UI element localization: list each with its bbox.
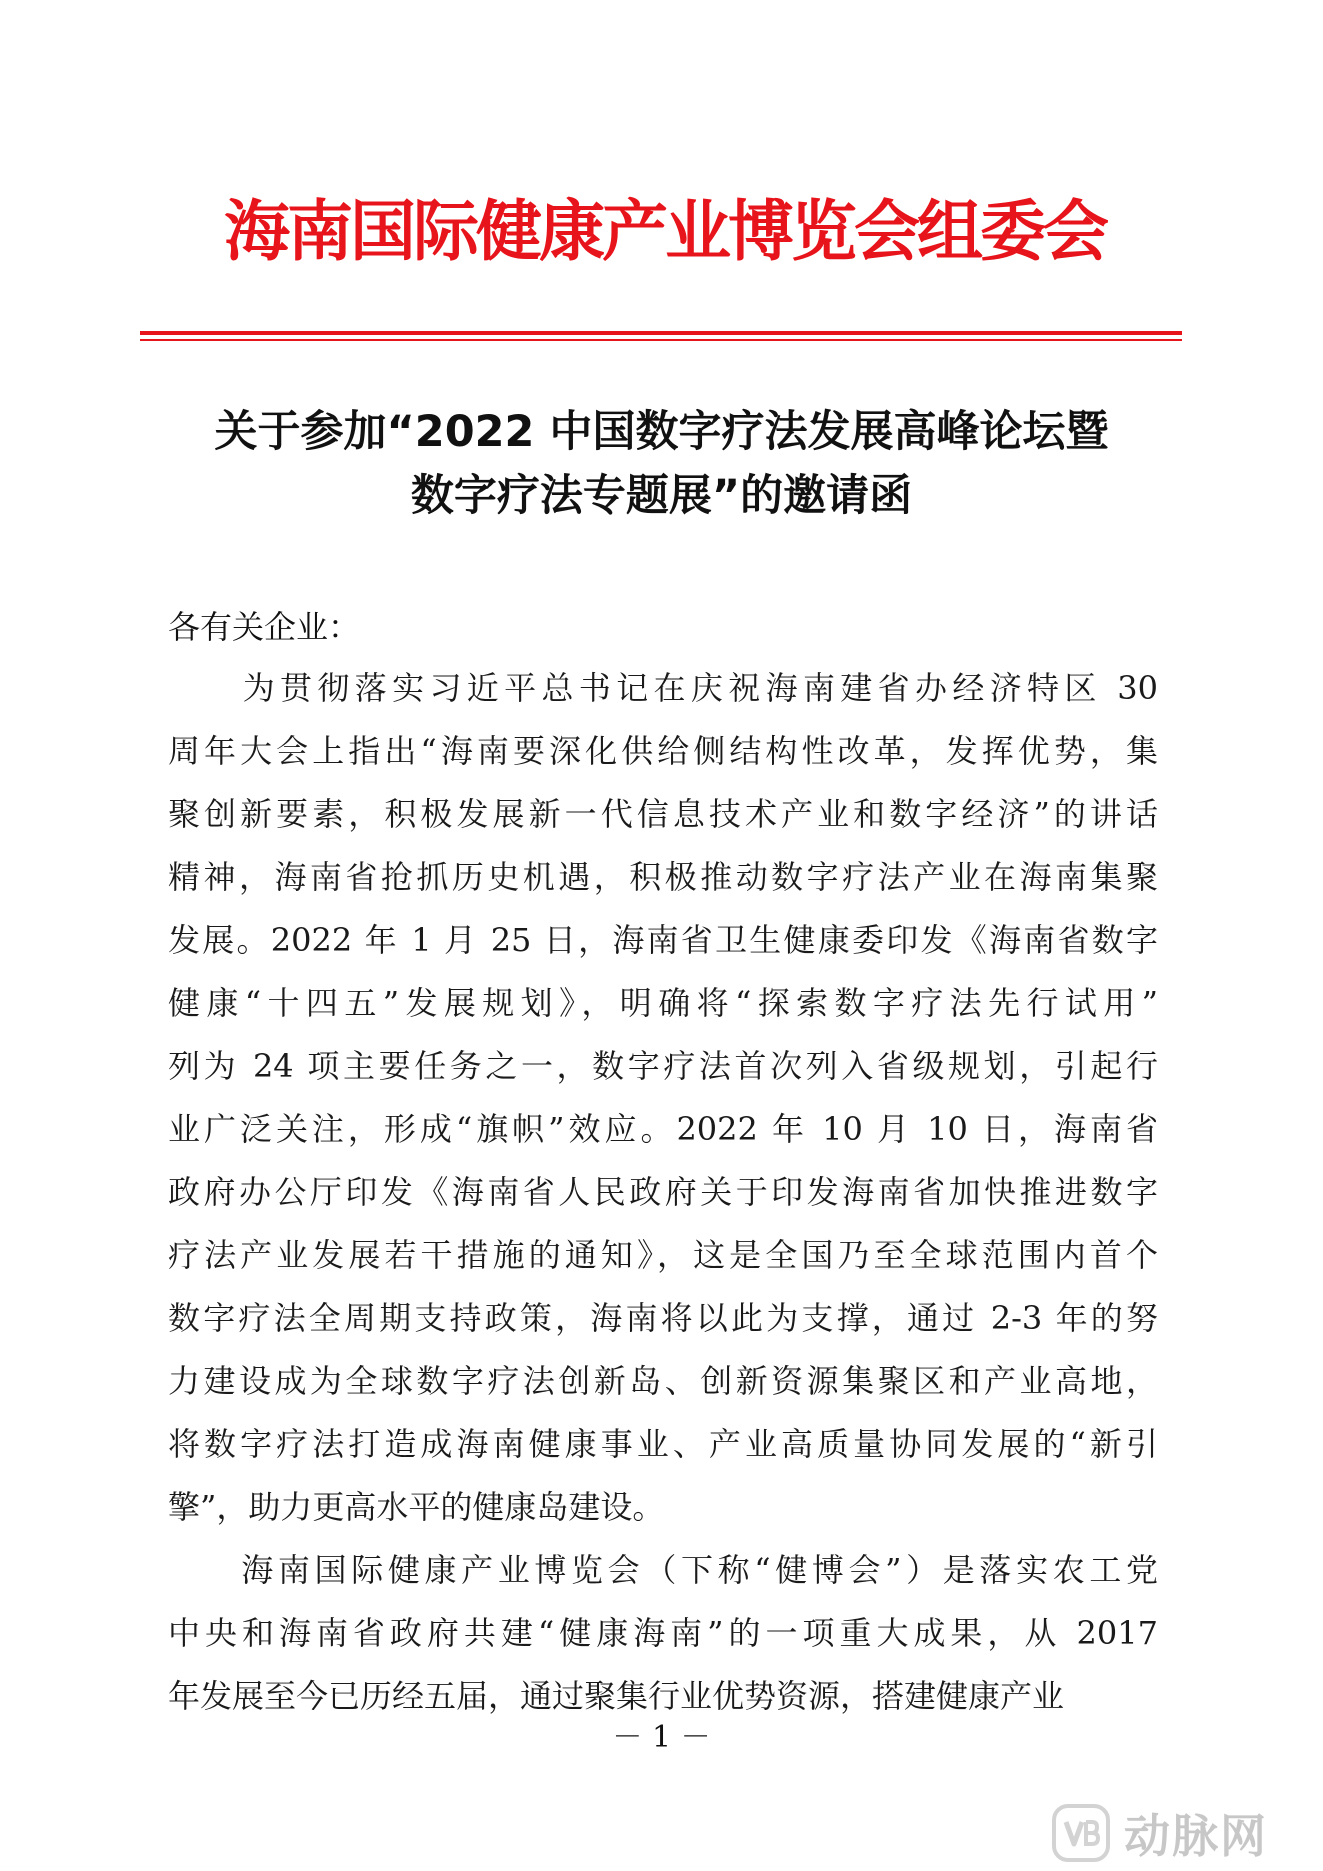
body-line: 年发展至今已历经五届，通过聚集行业优势资源，搭建健康产业 (168, 1677, 1065, 1715)
document-title (120, 400, 1203, 528)
body-line: 精神，海南省抢抓历史机遇，积极推动数字疗法产业在海南集聚 (168, 858, 1158, 896)
watermark (1052, 1800, 1268, 1866)
body-line: 疗法产业发展若干措施的通知》，这是全国乃至全球范围内首个 (168, 1236, 1158, 1274)
document-title-line-1: 关于参加“2022 中国数字疗法发展高峰论坛暨 (214, 407, 1109, 457)
body-line: 发展。2022 年 1 月 25 日，海南省卫生健康委印发《海南省数字 (168, 921, 1158, 959)
body-line: 力建设成为全球数字疗法创新岛、创新资源集聚区和产业高地， (168, 1362, 1158, 1400)
body-text (168, 657, 1158, 1728)
body-line: 将数字疗法打造成海南健康事业、产业高质量协同发展的“新引 (168, 1425, 1158, 1463)
body-line: 海南国际健康产业博览会（下称“健博会”）是落实农工党 (168, 1551, 1158, 1589)
vb-logo-icon (1052, 1804, 1110, 1862)
body-line: 聚创新要素，积极发展新一代信息技术产业和数字经济”的讲话 (168, 795, 1158, 833)
body-line: 为贯彻落实习近平总书记在庆祝海南建省办经济特区 30 (168, 669, 1158, 707)
body-line: 中央和海南省政府共建“健康海南”的一项重大成果，从 2017 (168, 1614, 1158, 1652)
body-line: 周年大会上指出“海南要深化供给侧结构性改革，发挥优势，集 (168, 732, 1158, 770)
document-title-line-2: 数字疗法专题展”的邀请函 (410, 471, 913, 521)
body-line: 健康“十四五”发展规划》，明确将“探索数字疗法先行试用” (168, 984, 1158, 1022)
body-line: 业广泛关注，形成“旗帜”效应。2022 年 10 月 10 日，海南省 (168, 1110, 1158, 1148)
watermark-text: 动脉网 (1124, 1809, 1268, 1863)
body-line: 数字疗法全周期支持政策，海南将以此为支撑，通过 2-3 年的努 (168, 1299, 1158, 1337)
body-line: 列为 24 项主要任务之一，数字疗法首次列入省级规划，引起行 (168, 1047, 1158, 1085)
masthead-rule-thick (140, 331, 1182, 335)
page-number: － 1 － (612, 1720, 711, 1755)
masthead-title: 海南国际健康产业博览会组委会 (224, 193, 1106, 270)
salutation: 各有关企业： (168, 608, 361, 646)
body-line: 擎”，助力更高水平的健康岛建设。 (168, 1488, 665, 1526)
body-line: 政府办公厅印发《海南省人民政府关于印发海南省加快推进数字 (168, 1173, 1158, 1211)
masthead-rule-thin (140, 339, 1182, 341)
